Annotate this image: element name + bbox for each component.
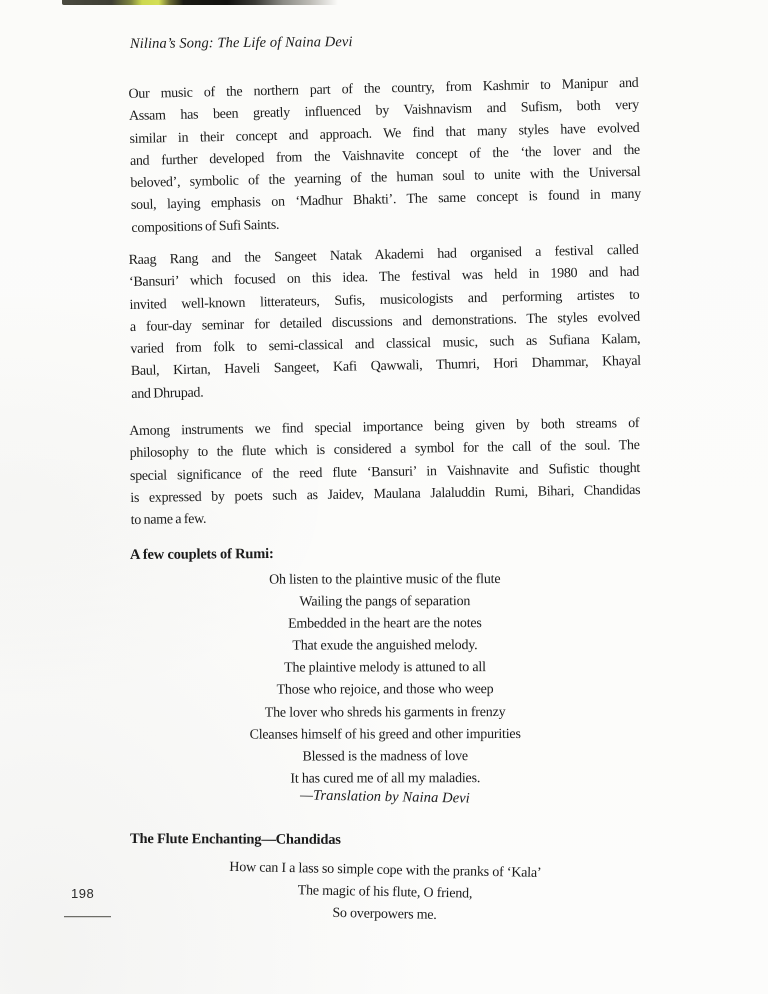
- rumi-section-heading: A few couplets of Rumi:: [129, 545, 274, 563]
- text-line: and Dhrupad.: [131, 385, 204, 402]
- poem-line: The plaintive melody is attuned to all: [284, 660, 486, 676]
- text-line: Raag Rang and the Sangeet Natak Akademi had organised a festival called: [128, 242, 639, 269]
- text-line: Our music of the northern part of the country, from Kashmir to Manipur and: [128, 75, 639, 103]
- text-line: Baul, Kirtan, Haveli Sangeet, Kafi Qawwali, Thumri, Hori Dhammar, Khayal: [130, 354, 641, 380]
- translation-attribution: —Translation by Naina Devi: [299, 787, 471, 807]
- text-line: compositions of Sufi Saints.: [131, 217, 280, 236]
- poem-line: That exude the anguished melody.: [292, 638, 478, 654]
- text-line: similar in their concept and approach. We find that many styles have evolved: [129, 120, 640, 147]
- text-line: special significance of the reed flute ‘Bansuri’ in Vaishnavite and Sufistic thought: [129, 460, 641, 484]
- poem-line: It has cured me of all my maladies.: [290, 770, 481, 787]
- text-line: beloved’, symbolic of the yearning of the human soul to unite with the Universal: [130, 165, 641, 192]
- poem-line: So overpowers me.: [332, 906, 437, 924]
- poem-line: How can I a lass so simple cope with the pranks of ‘Kala’: [229, 859, 542, 881]
- running-header: Nilina’s Song: The Life of Naina Devi: [129, 34, 353, 52]
- rumi-poem: [130, 569, 641, 791]
- text-line: invited well-known litterateurs, Sufis, musicologists and performing artistes to: [129, 287, 640, 313]
- paragraph-2: [128, 240, 641, 406]
- text-line: Among instruments we find special importance being given by both streams of: [129, 415, 640, 440]
- text-line: and further developed from the Vaishnavite concept of the ‘the lover and the: [129, 142, 641, 169]
- text-line: Assam has been greatly influenced by Vaishnavism and Sufism, both very: [128, 98, 640, 125]
- paragraph-3: [129, 413, 641, 532]
- poem-line: Wailing the pangs of separation: [299, 594, 471, 610]
- chandidas-poem: [129, 855, 640, 931]
- chandidas-section-heading: The Flute Enchanting—Chandidas: [129, 831, 341, 848]
- poem-line: Embedded in the heart are the notes: [288, 616, 482, 632]
- text-line: soul, laying emphasis on ‘Madhur Bhakti’. The same concept is found in many: [130, 187, 642, 214]
- text-line: ‘Bansuri’ which focused on this idea. The festival was held in 1980 and had: [128, 265, 640, 291]
- paragraph-1: [128, 73, 641, 240]
- poem-line: Oh listen to the plaintive music of the flute: [269, 572, 501, 588]
- page-number: 198: [71, 886, 95, 901]
- scan-artifact-top-bar: [62, 0, 338, 5]
- text-line: a four-day seminar for detailed discussions and demonstrations. The styles evolved: [129, 309, 641, 335]
- poem-line: The lover who shreds his garments in frenzy: [264, 704, 506, 721]
- page-number-rule: [64, 916, 111, 917]
- poem-line: Cleanses himself of his greed and other impurities: [249, 726, 521, 743]
- text-line: to name a few.: [130, 511, 207, 529]
- poem-line: Blessed is the madness of love: [302, 748, 468, 765]
- text-line: philosophy to the flute which is considered a symbol for the call of the soul. The: [129, 438, 640, 462]
- text-line: is expressed by poets such as Jaidev, Maulana Jalaluddin Rumi, Bihari, Chandidas: [130, 482, 641, 506]
- text-line: varied from folk to semi-classical and classical music, such as Sufiana Kalam,: [130, 331, 641, 358]
- poem-line: The magic of his flute, O friend,: [297, 883, 473, 902]
- poem-line: Those who rejoice, and those who weep: [276, 682, 494, 699]
